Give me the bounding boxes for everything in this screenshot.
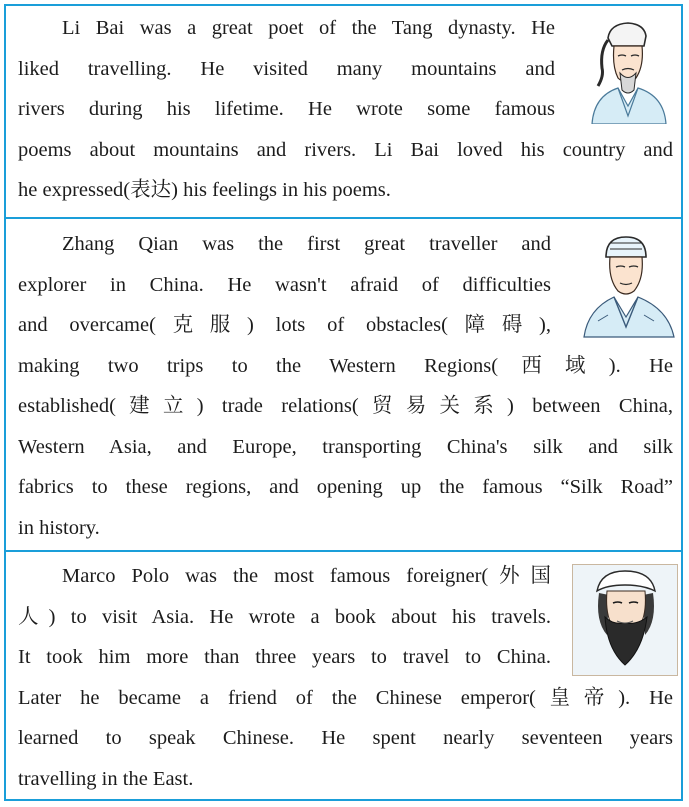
text-line: and overcame(克服) lots of obstacles(障碍), — [18, 314, 551, 336]
text-line: poems about mountains and rivers. Li Bai loved his country and — [18, 138, 673, 161]
text-line: Western Asia, and Europe, transporting China's silk and silk — [18, 435, 673, 458]
passage-marco-polo — [6, 550, 681, 801]
text-line: Li Bai was a great poet of the Tang dynasty. He — [62, 17, 555, 39]
marco-polo-portrait-icon — [572, 564, 678, 676]
passage-text — [18, 224, 673, 548]
text-line: in history. — [18, 516, 100, 539]
passage-text — [18, 8, 673, 211]
text-line: travelling in the East. — [18, 767, 194, 790]
text-line: Zhang Qian was the first great traveller and — [62, 233, 551, 255]
text-line: It took him more than three years to travel to China. — [18, 646, 551, 668]
reading-frame — [4, 4, 683, 801]
text-line: learned to speak Chinese. He spent nearly seventeen years — [18, 727, 673, 749]
zhang-qian-portrait-icon — [576, 231, 680, 339]
passage-zhang-qian — [6, 217, 681, 550]
text-line: explorer in China. He wasn't afraid of difficulties — [18, 273, 551, 296]
text-line: he expressed(表达) his feelings in his poems. — [18, 179, 391, 201]
text-line: fabrics to these regions, and opening up the famous “Silk Road” — [18, 476, 673, 498]
text-line: Later he became a friend of the Chinese emperor(皇帝). He — [18, 686, 673, 709]
text-line: liked travelling. He visited many mountains and — [18, 57, 555, 80]
text-line: Marco Polo was the most famous foreigner(外国 — [62, 565, 551, 587]
text-line: making two trips to the Western Regions(西域). He — [18, 354, 673, 377]
text-line: 人) to visit Asia. He wrote a book about his travels. — [18, 605, 551, 628]
passage-li-bai — [6, 6, 681, 217]
text-line: established(建立) trade relations(贸易关系) between China, — [18, 395, 673, 417]
li-bai-portrait-icon — [578, 16, 678, 124]
text-line: rivers during his lifetime. He wrote some famous — [18, 98, 555, 120]
